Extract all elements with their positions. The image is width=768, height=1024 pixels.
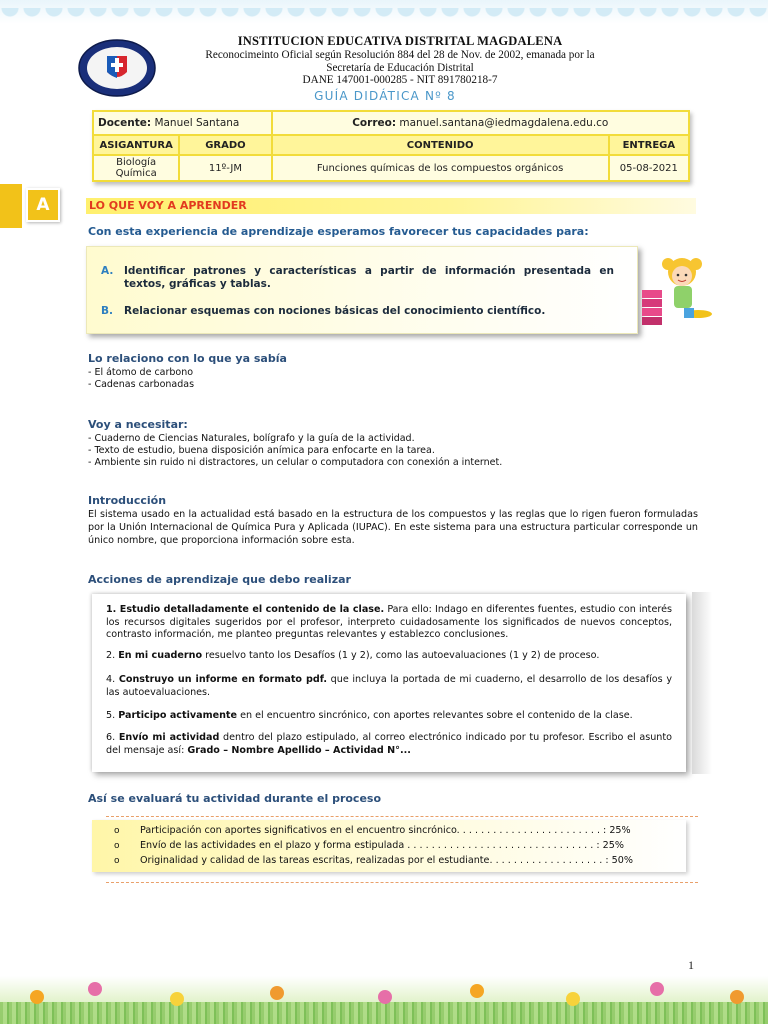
- introduction-title: Introducción: [88, 494, 167, 507]
- guide-title: GUÍA DIDÁTICA Nº 8: [314, 89, 456, 103]
- divider: [106, 816, 698, 817]
- action-item: 2. En mi cuaderno resuelvo tanto los Desafíos (1 y 2), como las autoevaluaciones (1 y 2) de proceso.: [106, 650, 600, 661]
- needs-item: - Texto de estudio, buena disposición anímica para enfocarte en la tarea.: [88, 445, 435, 456]
- document-header: [160, 34, 640, 87]
- grado-value: 11º-JM: [179, 155, 271, 181]
- guide-info-table: [92, 110, 690, 182]
- action-item: 6. Envío mi actividad dentro del plazo estipulado, al correo electrónico indicado por tu profesor. Escribo el asunto del mensaje así: Grado – Nombre Apellido – Actividad N°...: [106, 732, 672, 756]
- divider: [106, 882, 698, 883]
- needs-title: Voy a necesitar:: [88, 418, 188, 431]
- evaluation-item: o Envío de las actividades en el plazo y forma estipulada . . . . . . . . . . . . . . . . . . . . . . . . . . . . . . . : 25%: [114, 840, 624, 851]
- section-banner: [86, 198, 696, 214]
- flower-icon: [566, 992, 580, 1006]
- institution-name: INSTITUCION EDUCATIVA DISTRITAL MAGDALENA: [237, 34, 563, 48]
- section-title: LO QUE VOY A APRENDER: [89, 199, 247, 212]
- bottom-decorative-border: [0, 976, 768, 1024]
- prior-item: - Cadenas carbonadas: [88, 379, 195, 390]
- col-entrega: ENTREGA: [609, 135, 689, 155]
- header-dane: DANE 147001-000285 - NIT 891780218-7: [302, 74, 498, 86]
- flower-icon: [470, 984, 484, 998]
- flower-icon: [30, 990, 44, 1004]
- evaluation-item: o Originalidad y calidad de las tareas escritas, realizadas por el estudiante. . . . . . . . . . . . . . . . . . . : 50%: [114, 855, 633, 866]
- flower-icon: [378, 990, 392, 1004]
- flower-icon: [730, 990, 744, 1004]
- prior-knowledge-title: Lo relaciono con lo que ya sabía: [88, 352, 287, 365]
- col-asignatura: ASIGANTURA: [93, 135, 179, 155]
- section-a-badge: A: [0, 184, 64, 228]
- action-item: 1. Estudio detalladamente el contenido de la clase. Para ello: Indago en diferentes fuentes, estudio con interés los recursos digitales sugeridos por el profesor, interpreto cuidadosamente los significados de nuevos conceptos, contrasto información, me planteo preguntas relevantes y establezco conclusiones.: [106, 604, 672, 640]
- col-grado: GRADO: [179, 135, 271, 155]
- entrega-value: 05-08-2021: [609, 155, 689, 181]
- col-contenido: CONTENIDO: [272, 135, 609, 155]
- page-number: 1: [688, 958, 694, 972]
- action-item: 5. Participo activamente en el encuentro sincrónico, con aportes relevantes sobre el contenido de la clase.: [106, 710, 633, 721]
- evaluation-box: [92, 820, 686, 872]
- docente-cell: Docente: Manuel Santana: [93, 111, 272, 135]
- header-secretaria: Secretaría de Educación Distrital: [326, 61, 474, 74]
- goal-item: A. Identificar patrones y características a partir de información presentada en textos, gráficas y tablas.: [101, 265, 614, 290]
- school-logo: [77, 38, 157, 98]
- evaluation-item: o Participación con aportes significativos en el encuentro sincrónico. . . . . . . . . . . . . . . . . . . . . . . . : 25%: [114, 825, 631, 836]
- docente-value: Manuel Santana: [154, 117, 240, 129]
- asignatura-value: Biología Química: [93, 155, 179, 181]
- capacities-intro: Con esta experiencia de aprendizaje esperamos favorecer tus capacidades para:: [88, 225, 589, 238]
- action-item: 4. Construyo un informe en formato pdf. que incluya la portada de mi cuaderno, el desarrollo de los desafíos y las autoevaluaciones.: [106, 674, 672, 698]
- actions-box: [92, 594, 686, 772]
- header-resolution: Reconocimeinto Oficial según Resolución 884 del 28 de Nov. de 2002, emanada por la: [205, 49, 595, 61]
- prior-item: - El átomo de carbono: [88, 367, 194, 378]
- goal-item: B. Relacionar esquemas con nociones básicas del conocimiento científico.: [101, 305, 546, 317]
- needs-item: - Ambiente sin ruido ni distractores, un celular o computadora con conexión a internet.: [88, 457, 503, 468]
- actions-title: Acciones de aprendizaje que debo realizar: [88, 573, 351, 586]
- top-decorative-border: [0, 0, 768, 24]
- evaluation-title: Así se evaluará tu actividad durante el proceso: [88, 792, 382, 805]
- correo-cell: Correo: manuel.santana@iedmagdalena.edu.co: [272, 111, 689, 135]
- girl-with-books-illustration: [638, 252, 714, 328]
- flower-icon: [170, 992, 184, 1006]
- flower-icon: [270, 986, 284, 1000]
- correo-value: manuel.santana@iedmagdalena.edu.co: [399, 117, 609, 129]
- contenido-value: Funciones químicas de los compuestos orgánicos: [272, 155, 609, 181]
- flower-icon: [88, 982, 102, 996]
- goals-box: [86, 246, 638, 334]
- introduction-text: El sistema usado en la actualidad está basado en la estructura de los compuestos y las reglas que lo rigen fueron formuladas por la Unión Internacional de Química Pura y Aplicada (IUPAC). En este sistema para una estructura particular corresponde un único nombre, que proporciona información sobre esta.: [88, 509, 698, 546]
- flower-icon: [650, 982, 664, 996]
- needs-item: - Cuaderno de Ciencias Naturales, bolígrafo y la guía de la actividad.: [88, 433, 415, 444]
